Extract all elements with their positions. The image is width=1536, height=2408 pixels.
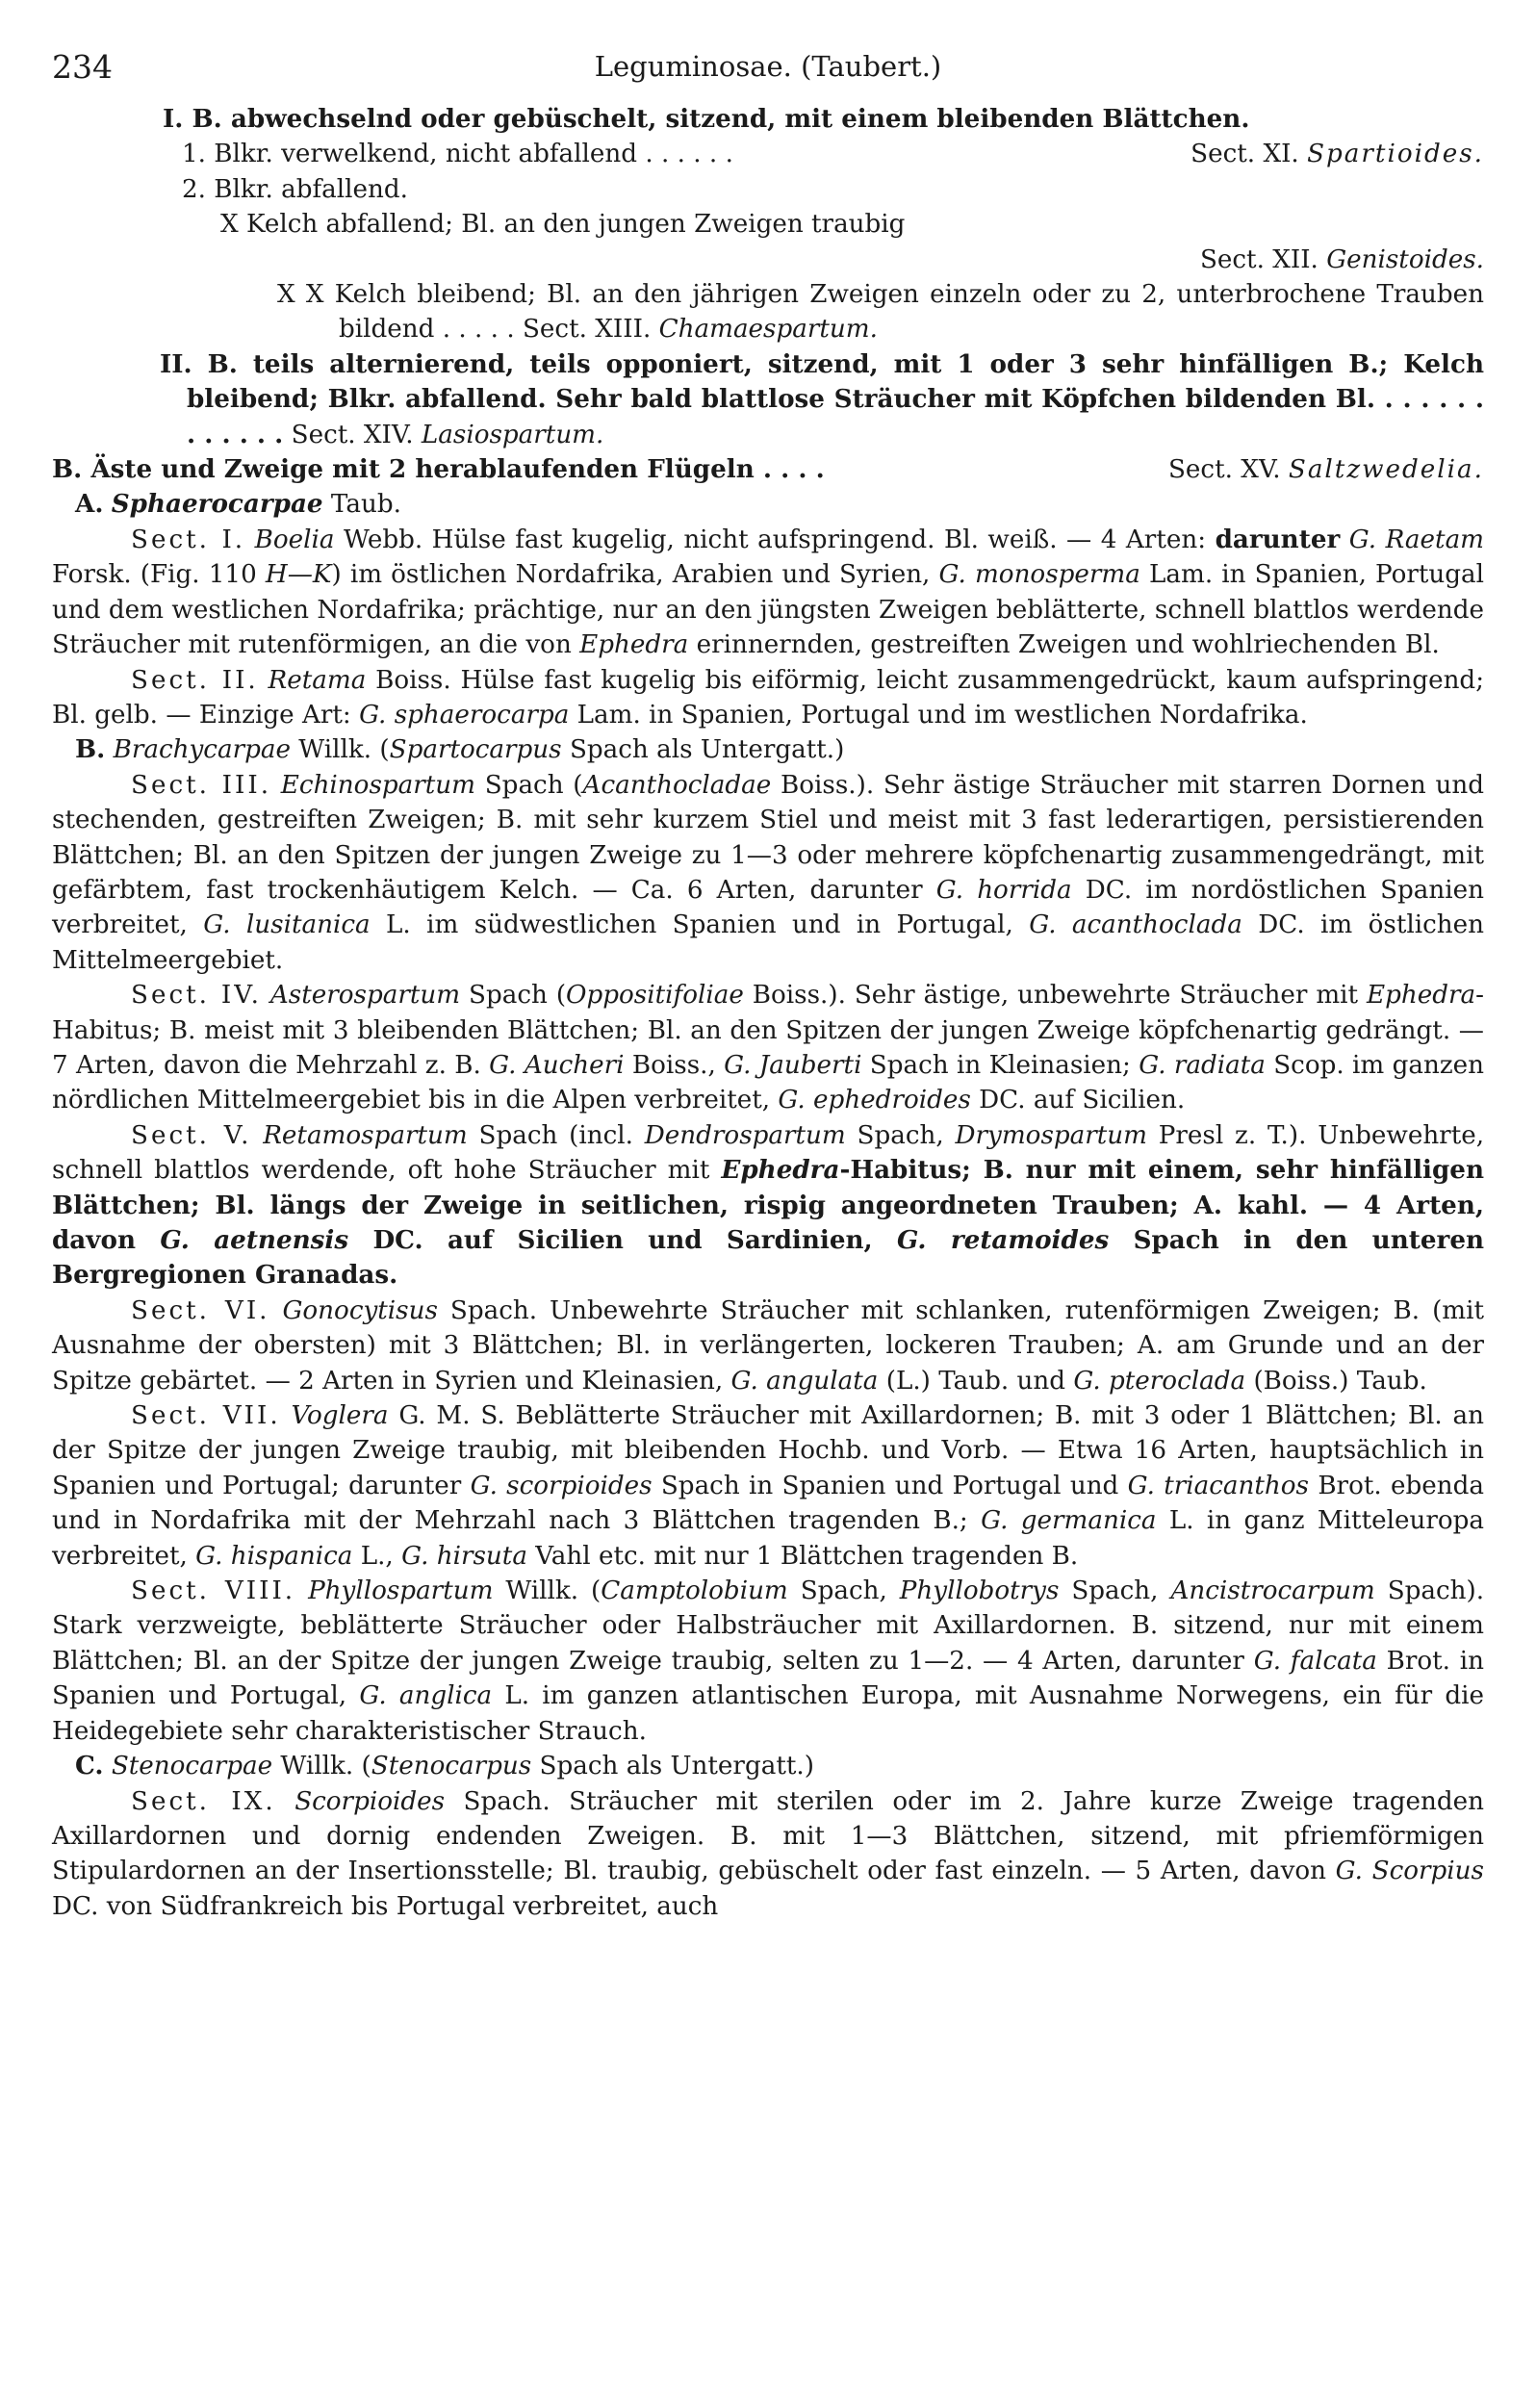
group-heading-b: B. Brachycarpae Willk. (Spartocarpus Spach als Untergatt.) xyxy=(75,734,845,765)
section-v-retamospartum: Sect. V. Retamospartum Spach (incl. Dendrospartum Spach, Drymospartum Presl z. T.). Unbewehrte, schnell blattlos werdende, oft hohe Sträucher mit Ephedra-Habitus; B. nur mit einem, sehr hinfälligen Blättchen; Bl. längs der Zweige in seitlichen, rispig angeordneten Trauben; A. kahl. — 4 Arten, davon G. aetnensis DC. auf Sicilien und Sardinien, G. retamoides Spach in den unteren Bergregionen Granadas. xyxy=(52,1120,1485,1291)
group-heading-a: A. Sphaerocarpae Taub. xyxy=(75,489,401,520)
key-lead-B: B. Äste und Zweige mit 2 herablaufenden Flügeln . . . . Sect. XV. Saltzwedelia. xyxy=(52,452,1484,487)
running-title: Leguminosae. (Taubert.) xyxy=(594,50,942,83)
identification-key xyxy=(52,102,1484,487)
page-header xyxy=(52,40,1484,102)
page-number: 234 xyxy=(52,48,113,86)
section-iv-asterospartum: Sect. IV. Asterospartum Spach (Oppositifoliae Boiss.). Sehr ästige, unbewehrte Sträucher mit Ephedra-Habitus; B. meist mit 3 bleibenden Blättchen; Bl. an den Spitzen der jungen Zweige köpfchenartig gedrängt. — 7 Arten, davon die Mehrzahl z. B. G. Aucheri Boiss., G. Jauberti Spach in Kleinasien; G. radiata Scop. im ganzen nördlichen Mittelmeergebiet bis in die Alpen verbreitet, G. ephedroides DC. auf Sicilien. xyxy=(52,981,1485,1115)
key-ref-sect-xi: Sect. XI. Spartioides. xyxy=(1190,140,1484,169)
key-lead-xx: X X Kelch bleibend; Bl. an den jährigen Zweigen einzeln oder zu 2, unterbrochene Trauben bildend . . . . . Sect. XIII. Chamaespartum. xyxy=(277,280,1484,345)
section-ix-scorpioides: Sect. IX. Scorpioides Spach. Sträucher mit sterilen oder im 2. Jahre kurze Zweige tragenden Axillardornen und dornig endenden Zweigen. B. mit 1—3 Blättchen, sitzend, mit pfriemförmigen Stipulardornen an der Insertionsstelle; Bl. traubig, gebüschelt oder fast einzeln. — 5 Arten, davon G. Scorpius DC. von Südfrankreich bis Portugal verbreitet, auch xyxy=(52,1786,1485,1921)
group-heading-c: C. Stenocarpae Willk. (Stenocarpus Spach als Untergatt.) xyxy=(75,1751,814,1781)
section-i-boelia: Sect. I. Boelia Webb. Hülse fast kugelig, nicht aufspringend. Bl. weiß. — 4 Arten: darunter G. Raetam Forsk. (Fig. 110 H—K) im östlichen Nordafrika, Arabien und Syrien, G. monosperma Lam. in Spanien, Portugal und dem westlichen Nordafrika; prächtige, nur an den jüngsten Zweigen beblätterte, schnell blattlos werdende Sträucher mit rutenförmigen, an die von Ephedra erinnernden, gestreiften Zweigen und wohlriechenden Bl. xyxy=(52,524,1485,660)
page-body xyxy=(52,102,1484,1924)
section-iii-echinospartum: Sect. III. Echinospartum Spach (Acanthocladae Boiss.). Sehr ästige Sträucher mit starren Dornen und stechenden, gestreiften Zweigen; B. mit sehr kurzem Stiel und meist mit 3 fast lederartigen, persistierenden Blättchen; Bl. an den Spitzen der jungen Zweige zu 1—3 oder mehrere köpfchenartig zusammengedrängt, mit gefärbtem, fast trockenhäutigem Kelch. — Ca. 6 Arten, darunter G. horrida DC. im nordöstlichen Spanien verbreitet, G. lusitanica L. im südwestlichen Spanien und in Portugal, G. acanthoclada DC. im östlichen Mittelmeergebiet. xyxy=(52,770,1485,975)
section-ii-retama: Sect. II. Retama Boiss. Hülse fast kugelig bis eiförmig, leicht zusammengedrückt, kaum aufspringend; Bl. gelb. — Einzige Art: G. sphaerocarpa Lam. in Spanien, Portugal und im westlichen Nordafrika. xyxy=(52,665,1485,730)
key-lead-2: 2. Blkr. abfallend. xyxy=(182,174,408,204)
section-vii-voglera: Sect. VII. Voglera G. M. S. Beblätterte Sträucher mit Axillardornen; B. mit 3 oder 1 Blättchen; Bl. an der Spitze der jungen Zweige traubig, mit bleibenden Hochb. und Vorb. — Etwa 16 Arten, hauptsächlich in Spanien und Portugal; darunter G. scorpioides Spach in Spanien und Portugal und G. triacanthos Brot. ebenda und in Nordafrika mit der Mehrzahl nach 3 Blättchen tragenden B.; G. germanica L. in ganz Mitteleuropa verbreitet, G. hispanica L., G. hirsuta Vahl etc. mit nur 1 Blättchen tragenden B. xyxy=(52,1401,1485,1571)
key-lead-II-B: II. B. teils alternierend, teils opponiert, sitzend, mit 1 oder 3 sehr hinfälligen B.; Kelch bleibend; Blkr. abfallend. Sehr bald blattlose Sträucher mit Köpfchen bildenden Bl. . . . . . . . . . . . . Sect. XIV. Lasiospartum. xyxy=(160,348,1484,449)
section-viii-phyllospartum: Sect. VIII. Phyllospartum Willk. (Camptolobium Spach, Phyllobotrys Spach, Ancistrocarpum Spach). Stark verzweigte, beblätterte Sträucher oder Halbsträucher mit Axillardornen. B. sitzend, nur mit einem Blättchen; Bl. an der Spitze der jungen Zweige traubig, selten zu 1—2. — 4 Arten, darunter G. falcata Brot. in Spanien und Portugal, G. anglica L. im ganzen atlantischen Europa, mit Ausnahme Norwegens, ein für die Heidegebiete sehr charakteristischer Strauch. xyxy=(52,1576,1485,1746)
key-ref-sect-xii: Sect. XII. Genistoides. xyxy=(1199,244,1484,274)
key-lead-1: 1. Blkr. verwelkend, nicht abfallend . . . . . . Sect. XI. Spartioides. xyxy=(52,137,1484,171)
key-lead-x: X Kelch abfallend; Bl. an den jungen Zweigen traubig xyxy=(220,210,906,240)
section-vi-gonocytisus: Sect. VI. Gonocytisus Spach. Unbewehrte Sträucher mit schlanken, rutenförmigen Zweigen; B. (mit Ausnahme der obersten) mit 3 Blättchen; Bl. in verlängerten, lockeren Trauben; A. am Grunde und an der Spitze gebärtet. — 2 Arten in Syrien und Kleinasien, G. angulata (L.) Taub. und G. pteroclada (Boiss.) Taub. xyxy=(52,1295,1485,1396)
key-ref-sect-xv: Sect. XV. Saltzwedelia. xyxy=(1167,455,1484,485)
key-lead-I-B: I. B. abwechselnd oder gebüschelt, sitzend, mit einem bleibenden Blättchen. xyxy=(163,104,1250,134)
